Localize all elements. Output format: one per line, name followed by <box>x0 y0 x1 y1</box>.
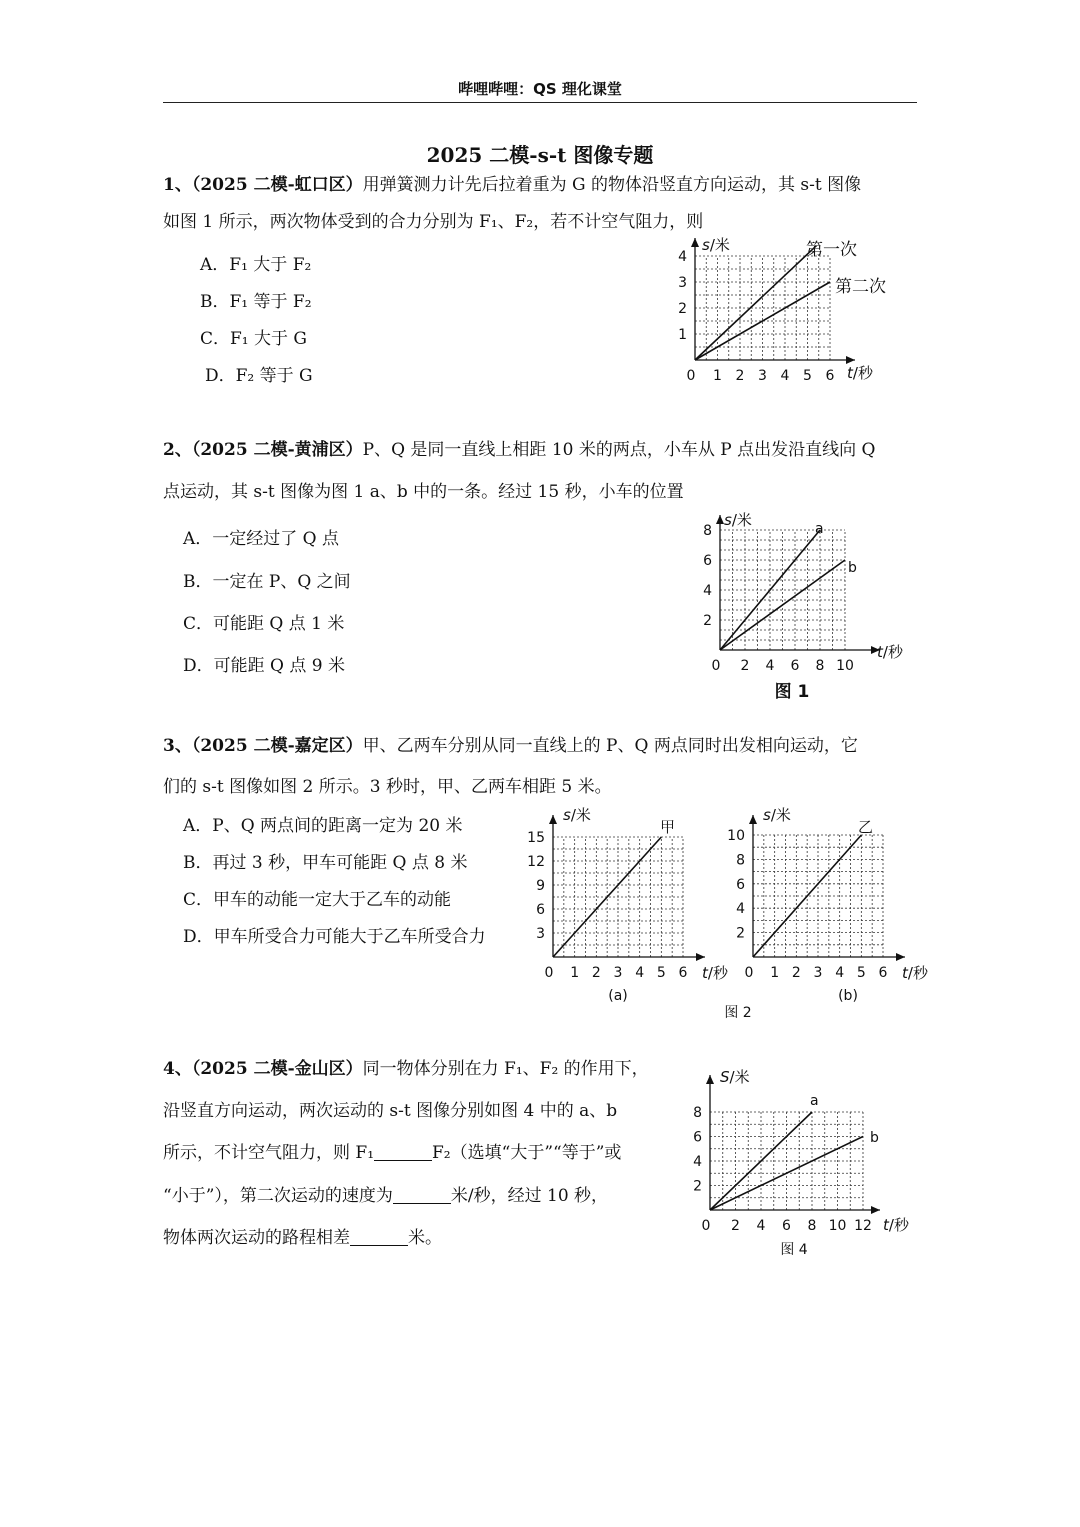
x-tick-label: 2 <box>731 1218 740 1234</box>
y-tick-label: 2 <box>703 613 712 629</box>
sub-figure-label: (b) <box>838 988 858 1004</box>
q1-option-b: B．F₁ 等于 F₂ <box>200 292 312 312</box>
y-axis-arrow <box>749 815 757 824</box>
q1-option-c: C．F₁ 大于 G <box>200 329 308 349</box>
q2-option-c: C．可能距 Q 点 1 米 <box>183 614 345 634</box>
q3-option-b: B．再过 3 秒，甲车可能距 Q 点 8 米 <box>183 853 468 873</box>
q4-text-1: 同一物体分别在力 F₁、F₂ 的作用下， <box>362 1059 649 1079</box>
q1-text-1: 用弹簧测力计先后拉着重为 G 的物体沿竖直方向运动，其 s-t 图像 <box>362 175 862 195</box>
x-tick-label: 3 <box>758 368 767 384</box>
figure-caption: 图 1 <box>774 682 810 702</box>
series-line-第一次 <box>695 246 817 360</box>
x-tick-label: 8 <box>807 1218 817 1234</box>
y-tick-label: 3 <box>678 275 687 291</box>
q3-text-1: 甲、乙两车分别从同一直线上的 P、Q 两点同时出发相向运动，它 <box>362 736 858 756</box>
x-tick-label: 6 <box>790 658 800 674</box>
q2-option-a: A．一定经过了 Q 点 <box>183 529 340 549</box>
page-header: 哔哩哔哩：QS 理化课堂 <box>458 80 622 98</box>
q4-text-5a: 物体两次运动的路程相差 <box>163 1228 350 1248</box>
q2-text-2: 点运动，其 s-t 图像为图 1 a、b 中的一条。经过 15 秒，小车的位置 <box>163 482 684 502</box>
y-tick-label: 6 <box>693 1129 702 1146</box>
x-tick-label: 2 <box>791 965 801 981</box>
x-tick-label: 2 <box>740 658 750 674</box>
x-axis-arrow <box>846 356 855 364</box>
x-tick-label: 4 <box>780 368 790 384</box>
q1-option-a: A．F₁ 大于 F₂ <box>200 255 312 275</box>
series-label: 甲 <box>660 818 676 836</box>
x-tick-label: 0 <box>686 368 696 384</box>
x-tick-label: 5 <box>656 965 666 981</box>
x-axis-arrow <box>871 1206 880 1214</box>
sub-figure-label: (a) <box>608 988 628 1004</box>
x-axis-label: t/秒 <box>702 964 728 982</box>
x-tick-label: 0 <box>711 658 721 674</box>
x-tick-label: 5 <box>856 965 866 981</box>
q1-text-2: 如图 1 所示，两次物体受到的合力分别为 F₁、F₂，若不计空气阻力，则 <box>163 212 704 232</box>
chart-q4 <box>693 1068 910 1258</box>
series-label: 第一次 <box>806 240 857 260</box>
y-tick-label: 6 <box>703 553 712 569</box>
x-axis-arrow <box>896 953 905 961</box>
x-tick-label: 0 <box>744 965 754 981</box>
x-tick-label: 4 <box>756 1218 766 1234</box>
x-tick-label: 12 <box>854 1218 872 1234</box>
series-line-a <box>710 1112 812 1210</box>
x-axis-label: t/秒 <box>877 643 903 661</box>
y-tick-label: 6 <box>536 902 545 918</box>
y-axis-label: S/米 <box>720 1068 750 1086</box>
y-tick-label: 10 <box>727 828 745 844</box>
q1-option-d: D．F₂ 等于 G <box>205 366 313 386</box>
x-axis-label: t/秒 <box>847 364 873 382</box>
x-tick-label: 1 <box>713 368 722 384</box>
q4-number: 4、 <box>163 1059 192 1079</box>
x-axis-label: t/秒 <box>902 964 928 982</box>
q2-option-d: D．可能距 Q 点 9 米 <box>183 656 345 676</box>
y-axis-label: s/米 <box>702 236 730 254</box>
q4-text-2: 沿竖直方向运动，两次运动的 s-t 图像分别如图 4 中的 a、b <box>163 1101 618 1121</box>
chart-q1 <box>678 236 886 384</box>
y-tick-label: 1 <box>678 327 687 343</box>
y-tick-label: 2 <box>693 1178 702 1195</box>
y-tick-label: 6 <box>736 876 745 893</box>
y-tick-label: 15 <box>527 830 545 846</box>
x-tick-label: 8 <box>815 658 825 674</box>
x-axis-label: t/秒 <box>883 1216 909 1234</box>
y-tick-label: 8 <box>736 852 745 869</box>
x-tick-label: 6 <box>878 965 888 981</box>
y-tick-label: 8 <box>693 1105 702 1121</box>
x-tick-label: 3 <box>813 965 823 981</box>
series-label: b <box>870 1130 879 1146</box>
chart-q3a <box>527 806 729 1004</box>
x-tick-label: 0 <box>701 1218 711 1234</box>
series-label: 乙 <box>858 818 874 836</box>
series-label: a <box>810 1093 819 1109</box>
series-line-b <box>710 1137 863 1211</box>
q2-source: （2025 二模-黄浦区） <box>191 440 363 460</box>
x-tick-label: 5 <box>803 368 812 384</box>
q2-number: 2、 <box>163 440 192 460</box>
y-tick-label: 12 <box>527 854 545 870</box>
x-tick-label: 0 <box>544 965 554 981</box>
y-tick-label: 4 <box>693 1154 702 1170</box>
x-tick-label: 6 <box>782 1218 791 1234</box>
y-tick-label: 4 <box>703 583 712 599</box>
y-tick-label: 9 <box>536 878 545 894</box>
q4-source: （2025 二模-金山区） <box>191 1059 363 1079</box>
y-tick-label: 4 <box>678 249 687 265</box>
series-label: b <box>848 560 857 576</box>
y-tick-label: 8 <box>703 523 712 539</box>
x-tick-label: 10 <box>828 1218 847 1234</box>
series-label: 第二次 <box>835 277 886 297</box>
q4-text-3b: F₂（选填“大于”“等于”或 <box>432 1143 622 1163</box>
chart-q3b <box>724 806 929 1021</box>
x-tick-label: 10 <box>836 658 854 674</box>
x-tick-label: 2 <box>591 965 601 981</box>
x-tick-label: 1 <box>770 965 780 981</box>
q3-number: 3、 <box>163 736 192 756</box>
q1-number: 1、 <box>163 175 192 195</box>
y-axis-label: s/米 <box>563 806 591 824</box>
q3-option-c: C．甲车的动能一定大于乙车的动能 <box>183 890 452 910</box>
x-tick-label: 6 <box>825 368 835 384</box>
y-tick-label: 2 <box>736 925 745 942</box>
y-axis-arrow <box>706 1075 714 1084</box>
x-tick-label: 4 <box>765 658 775 674</box>
y-tick-label: 4 <box>736 901 745 918</box>
y-axis-arrow <box>716 515 724 524</box>
y-axis-label: s/米 <box>763 806 791 824</box>
y-axis-arrow <box>691 238 699 247</box>
x-axis-arrow <box>696 953 705 961</box>
y-tick-label: 2 <box>678 301 687 317</box>
x-tick-label: 2 <box>735 368 745 384</box>
q3-option-a: A．P、Q 两点间的距离一定为 20 米 <box>183 816 463 836</box>
q4-text-5b: 米。 <box>408 1228 442 1248</box>
q3-option-d: D．甲车所受合力可能大于乙车所受合力 <box>183 927 486 947</box>
x-tick-label: 6 <box>678 965 688 981</box>
q4-text-3a: 所示，不计空气阻力，则 F₁ <box>163 1143 375 1163</box>
y-axis-label: s/米 <box>724 511 752 529</box>
q4-text-4a: “小于”），第二次运动的速度为 <box>163 1186 393 1206</box>
figure-caption: 图 2 <box>724 1005 752 1021</box>
q2-option-b: B．一定在 P、Q 之间 <box>183 572 351 592</box>
x-tick-label: 4 <box>835 965 845 981</box>
q3-source: （2025 二模-嘉定区） <box>191 736 363 756</box>
document-title: 2025 二模-s-t 图像专题 <box>426 143 654 167</box>
q2-text-1: P、Q 是同一直线上相距 10 米的两点，小车从 P 点出发沿直线向 Q <box>362 440 876 460</box>
series-label: a <box>815 521 824 537</box>
q4-text-4b: 米/秒，经过 10 秒， <box>450 1186 609 1206</box>
y-tick-label: 3 <box>536 926 545 942</box>
x-tick-label: 1 <box>570 965 580 981</box>
x-tick-label: 3 <box>613 965 623 981</box>
figure-caption: 图 4 <box>780 1242 808 1258</box>
chart-q2 <box>703 511 904 702</box>
q3-text-2: 们的 s-t 图像如图 2 所示。3 秒时，甲、乙两车相距 5 米。 <box>163 777 612 797</box>
x-tick-label: 4 <box>635 965 645 981</box>
y-axis-arrow <box>549 815 557 824</box>
q1-source: （2025 二模-虹口区） <box>191 175 363 195</box>
